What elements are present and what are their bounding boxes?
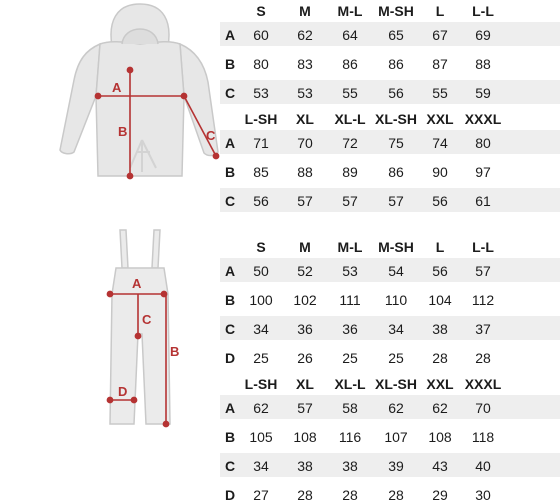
- size-value: 80: [253, 56, 269, 72]
- size-value: 56: [253, 193, 269, 209]
- size-header: XL-SH: [375, 111, 417, 127]
- size-value: 89: [342, 164, 358, 180]
- size-value: 85: [253, 164, 269, 180]
- size-value: 108: [293, 429, 317, 445]
- size-value: 87: [432, 56, 448, 72]
- size-value: 56: [388, 85, 404, 101]
- size-value: 62: [253, 400, 269, 416]
- size-value: 34: [388, 321, 404, 337]
- overall-label-b: B: [170, 344, 180, 359]
- size-value: 62: [388, 400, 404, 416]
- size-value: 37: [475, 321, 491, 337]
- jacket-shape: [60, 4, 218, 176]
- size-value: 25: [253, 350, 269, 366]
- overall-label-a: A: [132, 276, 142, 291]
- size-value: 36: [297, 321, 313, 337]
- size-value: 57: [475, 263, 491, 279]
- size-header: M-SH: [378, 3, 414, 19]
- size-header: XL: [296, 376, 314, 392]
- size-value: 57: [297, 193, 313, 209]
- size-value: 69: [475, 27, 491, 43]
- size-value: 34: [253, 321, 269, 337]
- size-value: 86: [342, 56, 358, 72]
- jacket-label-b: B: [118, 124, 128, 139]
- size-header: M-L: [337, 239, 363, 255]
- size-value: 27: [253, 487, 269, 503]
- size-value: 88: [475, 56, 491, 72]
- size-value: 107: [384, 429, 408, 445]
- size-value: 105: [249, 429, 273, 445]
- jacket-label-a: A: [112, 80, 122, 95]
- size-value: 104: [428, 292, 452, 308]
- size-value: 36: [342, 321, 358, 337]
- size-value: 30: [475, 487, 491, 503]
- size-value: 88: [297, 164, 313, 180]
- size-value: 28: [342, 487, 358, 503]
- size-value: 57: [388, 193, 404, 209]
- size-header: XXXL: [464, 376, 502, 392]
- size-value: 58: [342, 400, 358, 416]
- size-header: M: [299, 239, 311, 255]
- row-label: B: [224, 429, 236, 445]
- row-label: C: [224, 321, 236, 337]
- size-value: 108: [428, 429, 452, 445]
- size-value: 53: [253, 85, 269, 101]
- size-header: L: [435, 239, 445, 255]
- size-value: 53: [297, 85, 313, 101]
- size-value: 34: [253, 458, 269, 474]
- size-value: 60: [253, 27, 269, 43]
- size-value: 64: [342, 27, 358, 43]
- overall-illustration: [90, 224, 200, 434]
- size-value: 50: [253, 263, 269, 279]
- size-value: 61: [475, 193, 491, 209]
- row-label: C: [224, 458, 236, 474]
- size-value: 80: [475, 135, 491, 151]
- size-value: 67: [432, 27, 448, 43]
- row-label: B: [224, 292, 236, 308]
- size-value: 55: [432, 85, 448, 101]
- row-label: A: [224, 27, 236, 43]
- row-label: A: [224, 263, 236, 279]
- size-value: 62: [297, 27, 313, 43]
- size-value: 112: [471, 292, 495, 308]
- size-value: 65: [388, 27, 404, 43]
- size-header: L-SH: [244, 376, 278, 392]
- row-label: C: [224, 193, 236, 209]
- overall-label-c: C: [142, 312, 152, 327]
- size-value: 56: [432, 263, 448, 279]
- size-value: 110: [384, 292, 408, 308]
- size-value: 70: [475, 400, 491, 416]
- size-header: L-SH: [244, 111, 278, 127]
- size-value: 74: [432, 135, 448, 151]
- size-value: 86: [388, 164, 404, 180]
- row-label: D: [224, 487, 236, 503]
- size-value: 97: [475, 164, 491, 180]
- size-value: 54: [388, 263, 404, 279]
- size-value: 38: [432, 321, 448, 337]
- row-label: A: [224, 400, 236, 416]
- size-value: 111: [339, 292, 361, 308]
- size-header: XL-L: [334, 111, 366, 127]
- size-value: 62: [432, 400, 448, 416]
- size-value: 100: [249, 292, 273, 308]
- size-value: 28: [432, 350, 448, 366]
- size-header: XXXL: [464, 111, 502, 127]
- row-label: B: [224, 56, 236, 72]
- row-label: B: [224, 164, 236, 180]
- size-value: 25: [388, 350, 404, 366]
- row-label: A: [224, 135, 236, 151]
- size-header: XXL: [426, 376, 454, 392]
- size-value: 25: [342, 350, 358, 366]
- jacket-label-c: C: [206, 128, 216, 143]
- size-value: 72: [342, 135, 358, 151]
- size-header: L-L: [472, 239, 494, 255]
- size-value: 71: [253, 135, 269, 151]
- size-value: 43: [432, 458, 448, 474]
- size-value: 102: [293, 292, 317, 308]
- size-header: XL-L: [334, 376, 366, 392]
- size-value: 29: [432, 487, 448, 503]
- size-header: XL: [296, 111, 314, 127]
- size-value: 40: [475, 458, 491, 474]
- size-value: 56: [432, 193, 448, 209]
- size-value: 28: [297, 487, 313, 503]
- size-value: 57: [342, 193, 358, 209]
- size-value: 116: [338, 429, 362, 445]
- size-value: 55: [342, 85, 358, 101]
- size-value: 28: [388, 487, 404, 503]
- size-header: L-L: [472, 3, 494, 19]
- size-value: 90: [432, 164, 448, 180]
- overall-label-d: D: [118, 384, 128, 399]
- jacket-illustration: [44, 0, 234, 190]
- size-value: 26: [297, 350, 313, 366]
- size-value: 53: [342, 263, 358, 279]
- size-value: 59: [475, 85, 491, 101]
- size-header: S: [256, 3, 266, 19]
- size-header: S: [256, 239, 266, 255]
- size-header: M: [299, 3, 311, 19]
- row-label: D: [224, 350, 236, 366]
- size-header: M-SH: [378, 239, 414, 255]
- size-value: 118: [471, 429, 495, 445]
- size-value: 39: [388, 458, 404, 474]
- size-value: 38: [297, 458, 313, 474]
- size-header: M-L: [337, 3, 363, 19]
- size-value: 38: [342, 458, 358, 474]
- row-label: C: [224, 85, 236, 101]
- size-header: XL-SH: [375, 376, 417, 392]
- size-value: 57: [297, 400, 313, 416]
- size-value: 28: [475, 350, 491, 366]
- size-value: 86: [388, 56, 404, 72]
- size-value: 70: [297, 135, 313, 151]
- size-value: 75: [388, 135, 404, 151]
- size-value: 52: [297, 263, 313, 279]
- size-header: L: [435, 3, 445, 19]
- size-header: XXL: [426, 111, 454, 127]
- size-value: 83: [297, 56, 313, 72]
